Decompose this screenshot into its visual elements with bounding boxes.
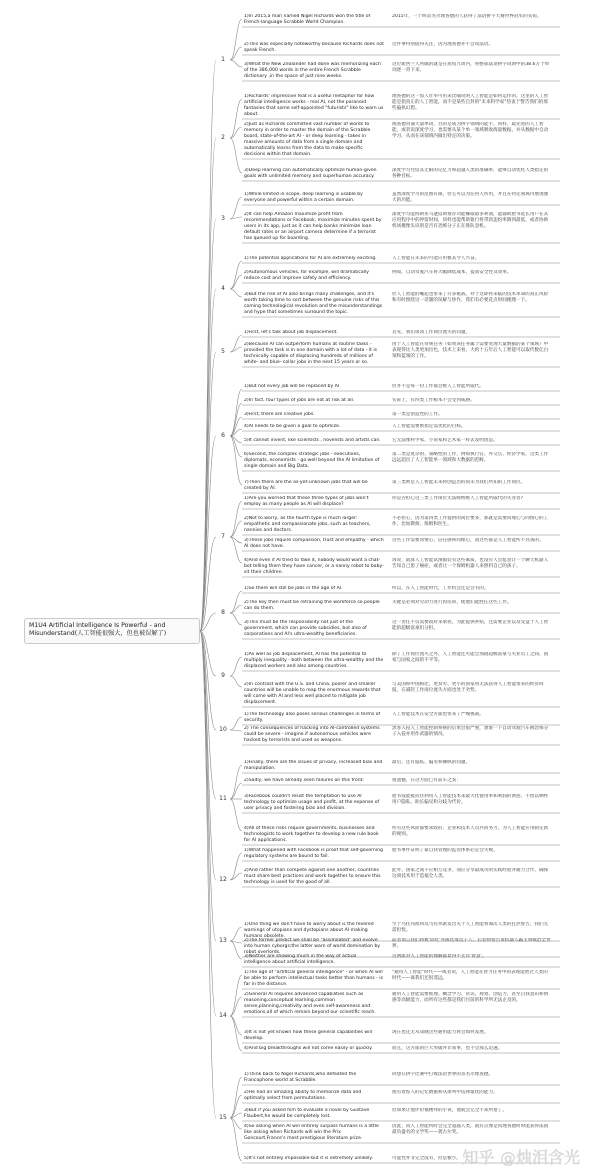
english-sentence[interactable]: 2)In fact, four types of jobs are not at risk at all. xyxy=(244,398,355,403)
english-sentence[interactable]: 2)He had an amazing ability to memorize data and optimally select from permutations. xyxy=(244,1090,362,1101)
english-sentence[interactable]: 3)Facebook couldn't resist the temptation to use AI technology to optimize usage and profit, at the expense of user privacy and fostering bias and division. xyxy=(244,794,380,811)
section-to-item-line xyxy=(230,275,242,289)
root-to-section-line xyxy=(200,631,216,799)
section-number[interactable]: 9 xyxy=(221,672,225,679)
section-to-item-line xyxy=(230,730,242,731)
english-sentence[interactable]: 2)General AI requires advanced capabilities such as reasoning,conceptual learning,common sense,planning,creativity and even self-awareness and emotions,all of which remain beyond our scientific reach. xyxy=(244,992,376,1015)
english-sentence[interactable]: 1)First, let's talk about job displacement. xyxy=(244,330,338,335)
section-to-item-line xyxy=(230,436,242,485)
english-sentence[interactable]: 3)What the New Zealander had done was memorizing each of the 386,000 words in the entire French Scrabble dictionary ,in the space of just nine weeks. xyxy=(244,62,381,79)
section-to-item-line xyxy=(230,657,242,676)
chinese-translation[interactable]: 第二类是复杂的、策略性的工作，例如执行官、外交官、经济学家，这类工作远远超出了人工智能单一领域和大数据的范畴。 xyxy=(392,452,549,463)
chinese-translation[interactable]: 黑客入侵人工智能控制系统的后果会很严重，想象一下自动驾驶汽车被恐怖分子入侵并用作武器的情况。 xyxy=(392,726,549,737)
chinese-translation[interactable]: "通用人工智能"时代——或者说，人工智能在智力任务中的表现能胜过人类的时代——离我们还很遥远。 xyxy=(392,970,548,981)
chinese-translation[interactable]: 但如果让他评价福楼拜的小说，他就会完全不知所措了。 xyxy=(392,1108,507,1113)
section-to-item-line xyxy=(230,60,242,67)
watermark: 知乎 @烛泪含光 xyxy=(462,1148,580,1167)
chinese-translation[interactable]: 由于人工智能在常规任务（如果该任务属于需要处理大量数据的某个领域）中表现得比人类更加出色，技术上来看，大约十五年后人工智能可以取代数亿白领和蓝领的工作。 xyxy=(392,342,549,359)
section-number[interactable]: 6 xyxy=(221,432,225,439)
section-number[interactable]: 3 xyxy=(221,215,225,222)
chinese-translation[interactable]: 与美国和中国相比，更贫穷、更小的国家将无法获得人工智能带来的经济回报，在减轻工作岗位流失方面也处于劣势。 xyxy=(392,682,544,693)
chinese-translation[interactable]: 人工智能需要被指定需优化的目标。 xyxy=(392,424,466,429)
section-to-item-line xyxy=(230,975,242,1016)
chinese-translation[interactable]: 2015年，一个叫奈杰尔理查德的人获得了法语拼字大赛世界冠军的头衔。 xyxy=(392,14,542,19)
chinese-translation[interactable]: 理查德的这一惊人壮举可用来比喻说明人工智能是如何运作的。这里的人工智能是指真正的人工智能，而不是某些自封的"未来科学家"热衷于警告我们的那些偏执幻想。 xyxy=(392,94,549,111)
english-sentence[interactable]: 3)But the rise of AI also brings many challenges, and it's worth taking time to sort between the genuine risks of this coming technological revolution and the misunderstandings and hype that sometimes surround the topic. xyxy=(244,292,383,315)
english-sentence[interactable]: 1)While limited in scope, deep learning is usable by everyone and powerful within a certain domain. xyxy=(244,192,363,203)
english-sentence[interactable]: 5)It cannot invent, like scientists , novelists and artists can. xyxy=(244,438,381,443)
section-to-item-line xyxy=(230,501,242,537)
chinese-translation[interactable]: 这些工作需要同情心、信任感和同理心，而这些都是人工智能所不具备的。 xyxy=(392,538,544,543)
english-sentence[interactable]: 3)First, there are creative jobs. xyxy=(244,412,315,417)
section-to-item-line xyxy=(230,1077,242,1118)
chinese-translation[interactable]: 最后，还有隐私、偏见和操纵的问题。 xyxy=(392,760,471,765)
english-sentence[interactable]: 1)But not every job will be replaced by AI xyxy=(244,384,340,389)
english-sentence[interactable]: 2)And rather than compete against one another, countries must share best practices and work together to ensure this technology is used for the good of all. xyxy=(244,868,381,885)
chinese-translation[interactable]: 它无法像科学家、小说家和艺术家一样去发明创造。 xyxy=(392,438,498,443)
chinese-translation[interactable]: 通用人工智能需要推理、概念学习、常识、规划、创造力，甚至自我意识和情感等高级能力，而所有这些都是我们目前的科学所无法企及的。 xyxy=(392,992,549,1003)
root-to-section-line xyxy=(200,138,216,631)
english-sentence[interactable]: 2)The former predict we shall be "assimilated" and evolve into human cyborgs;the latter warn of world domination by robot overlords. xyxy=(244,938,381,955)
chinese-translation[interactable]: 脸书没能抵抗住利用人工智能技术来最大化使用率和利润的诱惑，不惜以牺牲用户隐私、助长偏见和分歧为代价。 xyxy=(392,794,549,805)
english-sentence[interactable]: 1)The technology also poses serious challenges in terms of security. xyxy=(244,712,381,723)
chinese-translation[interactable]: 现在也还无从知晓这些通用能力将会如何发展。 xyxy=(392,1030,489,1035)
english-sentence[interactable]: 2)Autonomous vehicles, for example, will dramatically reduce cost and improve safety and efficiency. xyxy=(244,270,369,281)
root-to-section-line xyxy=(200,631,216,880)
english-sentence[interactable]: 4)AI needs to be given a goal to optimize. xyxy=(244,424,341,429)
section-number[interactable]: 11 xyxy=(219,795,227,802)
english-sentence[interactable]: 1)Richards' impressive feat is a useful metaphor for how artificial intelligence works - real AI, not the paranoid fantasies that some self-appointed "futurists" like to warn us about. xyxy=(244,94,384,117)
chinese-translation[interactable]: 脸书事件证明了靠自我管理的监管体系必定会失败。 xyxy=(392,848,498,853)
chinese-translation[interactable]: 你是否担心这三类工作岗位无法吸纳被人工智能所取代的失业者? xyxy=(392,496,524,501)
english-sentence[interactable]: 2)It can help Amazon maximize profit from recommendations or Facebook, maximize minutes spent by users in its app, just as it can help banks minimize loan default rates or an airport camera determine if a terrorist has queued up for boarding. xyxy=(244,212,382,241)
section-number[interactable]: 8 xyxy=(221,609,225,616)
root-to-section-line xyxy=(200,631,216,1016)
english-sentence[interactable]: 2)Just as Richards committed vast number of words to memory in order to master the domain of the Scrabble board, state-of-the-art AI - or deep learning - takes in massive amounts of data from a single domain and automatically learns from the data to make specific decisions within that domain. xyxy=(244,122,371,157)
english-sentence[interactable]: 1)The potential applications for AI are extremely exciting. xyxy=(244,256,377,261)
section-number[interactable]: 14 xyxy=(219,1012,227,1019)
section-number[interactable]: 13 xyxy=(219,937,227,944)
chinese-translation[interactable]: 关键是必须对劳动力进行再培训，使他们能胜任这些工作。 xyxy=(392,600,512,605)
english-sentence[interactable]: 2)The key then must be retraining the workforce so people can do them. xyxy=(244,600,380,611)
chinese-translation[interactable]: 但人工智能的崛起也带来了许多挑战。对于这即将来临的技术革命的真正风险和有时围绕这一话题的误解与炒作，我们有必要花点时间梳理一下。 xyxy=(392,292,549,303)
chinese-translation[interactable]: 这两派对人工智能的理解都显得不太有'智慧'。 xyxy=(392,954,487,959)
english-sentence[interactable]: 1)Are you worried that these three types of jobs won't employ as many people as AI will displace? xyxy=(244,496,369,507)
english-sentence[interactable]: 2)This was especially noteworthy because Richards does not speak French. xyxy=(244,42,384,53)
english-sentence[interactable]: 2)In contrast with the U.S. and China, poorer and smaller countries will be unable to reap the enormous rewards that will come with AI and less well placed to mitigate job displacement. xyxy=(244,682,381,705)
section-to-item-line xyxy=(230,521,242,537)
chinese-translation[interactable]: 首先，我们谈谈工作岗位流失的问题。 xyxy=(392,330,471,335)
root-topic[interactable]: M1U4 Artificial Intelligence Is Powerful - and Misunderstand(人工智能很强大，但也被误解了) xyxy=(24,618,200,644)
root-to-section-line xyxy=(200,60,216,631)
root-to-section-line xyxy=(200,219,216,631)
english-sentence[interactable]: 1)What happened with Facebook is proof that self-governing regulatory systems are bound to fail. xyxy=(244,848,383,859)
english-sentence[interactable]: 4)And even if AI tried to fake it, nobody would want a chat-bot telling them they have cancer, or a nanny robot to baby-sit their children. xyxy=(244,558,384,575)
section-to-item-line xyxy=(230,853,242,880)
chinese-translation[interactable]: 回想在拼字比赛中打败法语世界的奈杰尔理查德。 xyxy=(392,1072,494,1077)
section-to-item-line xyxy=(230,765,242,799)
section-number[interactable]: 7 xyxy=(221,533,225,540)
english-sentence[interactable]: 2)Not to worry, as the fourth type is much larger: empathetic and compassionate jobs, such as teachers, nannies and doctors. xyxy=(244,516,371,533)
section-number[interactable]: 10 xyxy=(219,726,227,733)
section-to-item-line xyxy=(230,389,242,436)
english-sentence[interactable]: 1)One thing we don't have to worry about is the fevered warnings of utopians and dystopians about AI making humans obsolete. xyxy=(244,922,374,939)
chinese-translation[interactable]: 第一类是创造性的工作。 xyxy=(392,412,443,417)
english-sentence[interactable]: 4)And big breakthroughs will not come easily or quickly. xyxy=(244,1046,373,1051)
chinese-translation[interactable]: 因此，问人工智能何时会完全超越人类，就有点像是问理查德何时能获得法国最负盛名的文学奖——龚古尔奖。 xyxy=(392,1124,549,1135)
section-to-item-line xyxy=(230,1016,242,1051)
section-to-item-line xyxy=(230,403,242,436)
section-number[interactable]: 4 xyxy=(221,285,225,292)
english-sentence[interactable]: 1)The age of "artificial general intelligence" - or when AI will be able to perform intellectual tasks better than humans - is far in the distance. xyxy=(244,970,383,987)
chinese-translation[interactable]: 再说，就算人工智能试图假装有这些素质，也没有人会愿意让一个聊天机器人告知自己患了癌症，或者让一个保姆机器人来照料自己的孩子。 xyxy=(392,558,549,569)
section-to-item-line xyxy=(230,927,242,941)
section-to-item-line xyxy=(230,783,242,799)
chinese-translation[interactable]: 这一责任不仅需要政府来承担，为此提供补贴，还需要企业以及受益于人工智能的超级富豪们分担。 xyxy=(392,620,549,631)
section-number[interactable]: 12 xyxy=(219,876,227,883)
english-sentence[interactable]: 3)These jobs require compassion, trust and empathy - which AI does not have. xyxy=(244,538,384,549)
english-sentence[interactable]: 4)So asking when AI will entirely surpass humans is a little like asking when Richards will win the Prix Goncourt,France's most prestigious literature prize. xyxy=(244,1124,379,1141)
english-sentence[interactable]: 3)This must be the responsibility not just of the government, which can provide subsidies, but also of corporations and AI's ultra-wealthy beneficiaries. xyxy=(244,620,367,637)
chinese-translation[interactable]: 至于乌托邦派和反乌托邦派发出关于人工智能将淘汰人类的狂热警告，我们无需担忧。 xyxy=(392,922,549,933)
section-to-item-line xyxy=(230,997,242,1016)
section-to-item-line xyxy=(230,799,242,831)
chinese-translation[interactable]: 除了工作岗位流失之外，人工智能还可能会加剧超级富豪与失业员工之间、国家与国家之间的不平等。 xyxy=(392,652,549,663)
chinese-translation[interactable]: 前者预言我们将被'同化'并演化成电子人；后者则警告说机器人霸主将统治全世界。 xyxy=(392,938,551,949)
english-sentence[interactable]: 2) The consequences of hacking into AI-controlled systems could be severe - imagine if autonomous vehicles were hacked by terrorists and used as weapons. xyxy=(244,726,380,743)
section-to-item-line xyxy=(230,289,242,297)
chinese-translation[interactable]: 深度学习凭借其无限的记忆力和超越人类的准确率，能够自动优化人类指定的各种目标。 xyxy=(392,168,549,179)
english-sentence[interactable]: 3)It is not yet known how these general capabilities will develop. xyxy=(244,1030,372,1041)
english-sentence[interactable]: 1)Finally, there are the issues of privacy, increased bias and manipulation. xyxy=(244,760,383,771)
chinese-translation[interactable]: 但并不是每一份工作都会被人工智能所取代。 xyxy=(392,384,484,389)
english-sentence[interactable]: 1)In 2015,a man named Nigel Richards won the title of French-language Scrabble World Champion. xyxy=(244,14,371,25)
english-sentence[interactable]: 3)Deep learning can automatically optimize human-given goals with unlimited memory and superhuman accuracy. xyxy=(244,168,377,179)
english-sentence[interactable]: 3)But if you asked him to evaluate a novel by Gustave Flaubert,he would be completely lost. xyxy=(244,1108,370,1119)
section-to-item-line xyxy=(230,197,242,219)
english-sentence[interactable]: 6)Second, the complex strategic jobs - executives, diplomats, economists - go well beyond the AI limitation of single domain and Big Data. xyxy=(244,452,380,469)
english-sentence[interactable]: 1)As well as job displacement, AI has the potential to multiply inequality - both between the ultra-wealthy and the displaced workers and also among countries. xyxy=(244,652,384,669)
section-to-item-line xyxy=(230,261,242,289)
english-sentence[interactable]: 3)Neither are showing much in the way of actual intelligence about artificial intelligence. xyxy=(244,954,357,965)
chinese-translation[interactable]: 而且，这方面的巨大突破并非易事，也不会那么迅速。 xyxy=(392,1046,503,1051)
chinese-translation[interactable]: 他有着惊人的记忆数据和从排列中选择最优的能力。 xyxy=(392,1090,498,1095)
chinese-translation[interactable]: 第三类则是人工智能未来将创造出的尚未为我们所知的工作岗位。 xyxy=(392,480,526,485)
chinese-translation[interactable]: 人工智能技术在安全方面也带来了严峻挑战。 xyxy=(392,712,484,717)
chinese-translation[interactable]: 这件事特别值得关注，因为理查德并不会说法语。 xyxy=(392,42,494,47)
section-to-item-line xyxy=(230,717,242,730)
english-sentence[interactable]: 2)Sadly, we have already seen failures on this front: xyxy=(244,778,364,783)
section-number[interactable]: 2 xyxy=(221,134,225,141)
section-to-item-line xyxy=(230,676,242,687)
english-sentence[interactable]: 1)Think back to Nigel Richards,who defeated the Francophone world at Scrabble. xyxy=(244,1072,357,1083)
english-sentence[interactable]: 1)So there will still be jobs in the age of AI. xyxy=(244,586,343,591)
chinese-translation[interactable]: 不必担心，因为第四类工作提供的岗位要多，那就是需要同理心与同情心的工作，比如教师、保姆和医生。 xyxy=(392,516,549,527)
section-to-item-line xyxy=(230,537,242,563)
chinese-translation[interactable]: 深度学习能协助亚马逊借助推荐功能赚取最多利润，能辅助脸书延长用户在其应用程序中的停留时间，同样也能帮助银行将贷款违约率降到最低，或者协助机场摄像头识别是否有恐怖分子正在排队登机。 xyxy=(392,212,549,229)
chinese-translation[interactable]: 理查德背诵大量单词，目的是成为拼字领域的能手。同样，最先进的人工智能，或者说深度学习，也需要从某个单一领域吸收海量数据，并从数据中自动学习，从而在该领域内做出特定的决策。 xyxy=(392,122,549,139)
chinese-translation[interactable]: 很遗憾，在这方面已有前车之鉴： xyxy=(392,778,461,783)
english-sentence[interactable]: 5)It's not entirely impossible-but it is extremely unlikely. xyxy=(244,1156,373,1161)
section-number[interactable]: 15 xyxy=(219,1114,227,1121)
section-number[interactable]: 1 xyxy=(221,56,225,63)
section-to-item-line xyxy=(230,138,242,173)
chinese-translation[interactable]: 实际上，有四类工作根本不会受到威胁。 xyxy=(392,398,475,403)
section-to-item-line xyxy=(230,1118,242,1161)
chinese-translation[interactable]: 例如，自动驾驶汽车将大幅降低成本，提高安全性及效率。 xyxy=(392,270,512,275)
english-sentence[interactable]: 7)Then there are the as-yet-unknown jobs that will be created by AI. xyxy=(244,480,368,491)
root-to-section-line xyxy=(200,631,216,1118)
chinese-translation[interactable]: 这位新西兰人所做的就是在短短九周内，将整部法语拼字词典中的38.6万个单词逐一背下来。 xyxy=(392,62,550,73)
chinese-translation[interactable]: 人工智能在未来的可能应用极其令人兴奋。 xyxy=(392,256,480,261)
chinese-translation[interactable]: 此外，国家之间不应相互竞争，而应分享最成功的实践经验并通力合作，确保这项技术用于造福全人类。 xyxy=(392,868,549,879)
english-sentence[interactable]: 4)All of these risks require governments, businesses and technologists to work together to develop a new rule book for AI applications. xyxy=(244,826,379,843)
chinese-translation[interactable]: 可能性并非完全没有，但是极小。 xyxy=(392,1156,461,1161)
section-to-item-line xyxy=(230,613,242,625)
section-to-item-line xyxy=(230,941,242,959)
chinese-translation[interactable]: 虽然深度学习的范围有限，但它可以为任何人所用，并且在特定领域内展现强大的功能。 xyxy=(392,192,549,203)
chinese-translation[interactable]: 所以，在人工智能时代，工作机会还是会有的。 xyxy=(392,586,489,591)
english-sentence[interactable]: 2)Because AI can outperform humans at routine tasks - provided the task is in one domain with a lot of data - it is technically capable of displacing hundreds of millions of white- and blue- collar jobs in the next 15 years or so. xyxy=(244,342,378,365)
section-to-item-line xyxy=(230,591,242,613)
section-number[interactable]: 5 xyxy=(221,348,225,355)
chinese-translation[interactable]: 所有这些风险都要求政府、企业和技术人员共同努力，为人工智能应用制定新的规则。 xyxy=(392,826,549,837)
